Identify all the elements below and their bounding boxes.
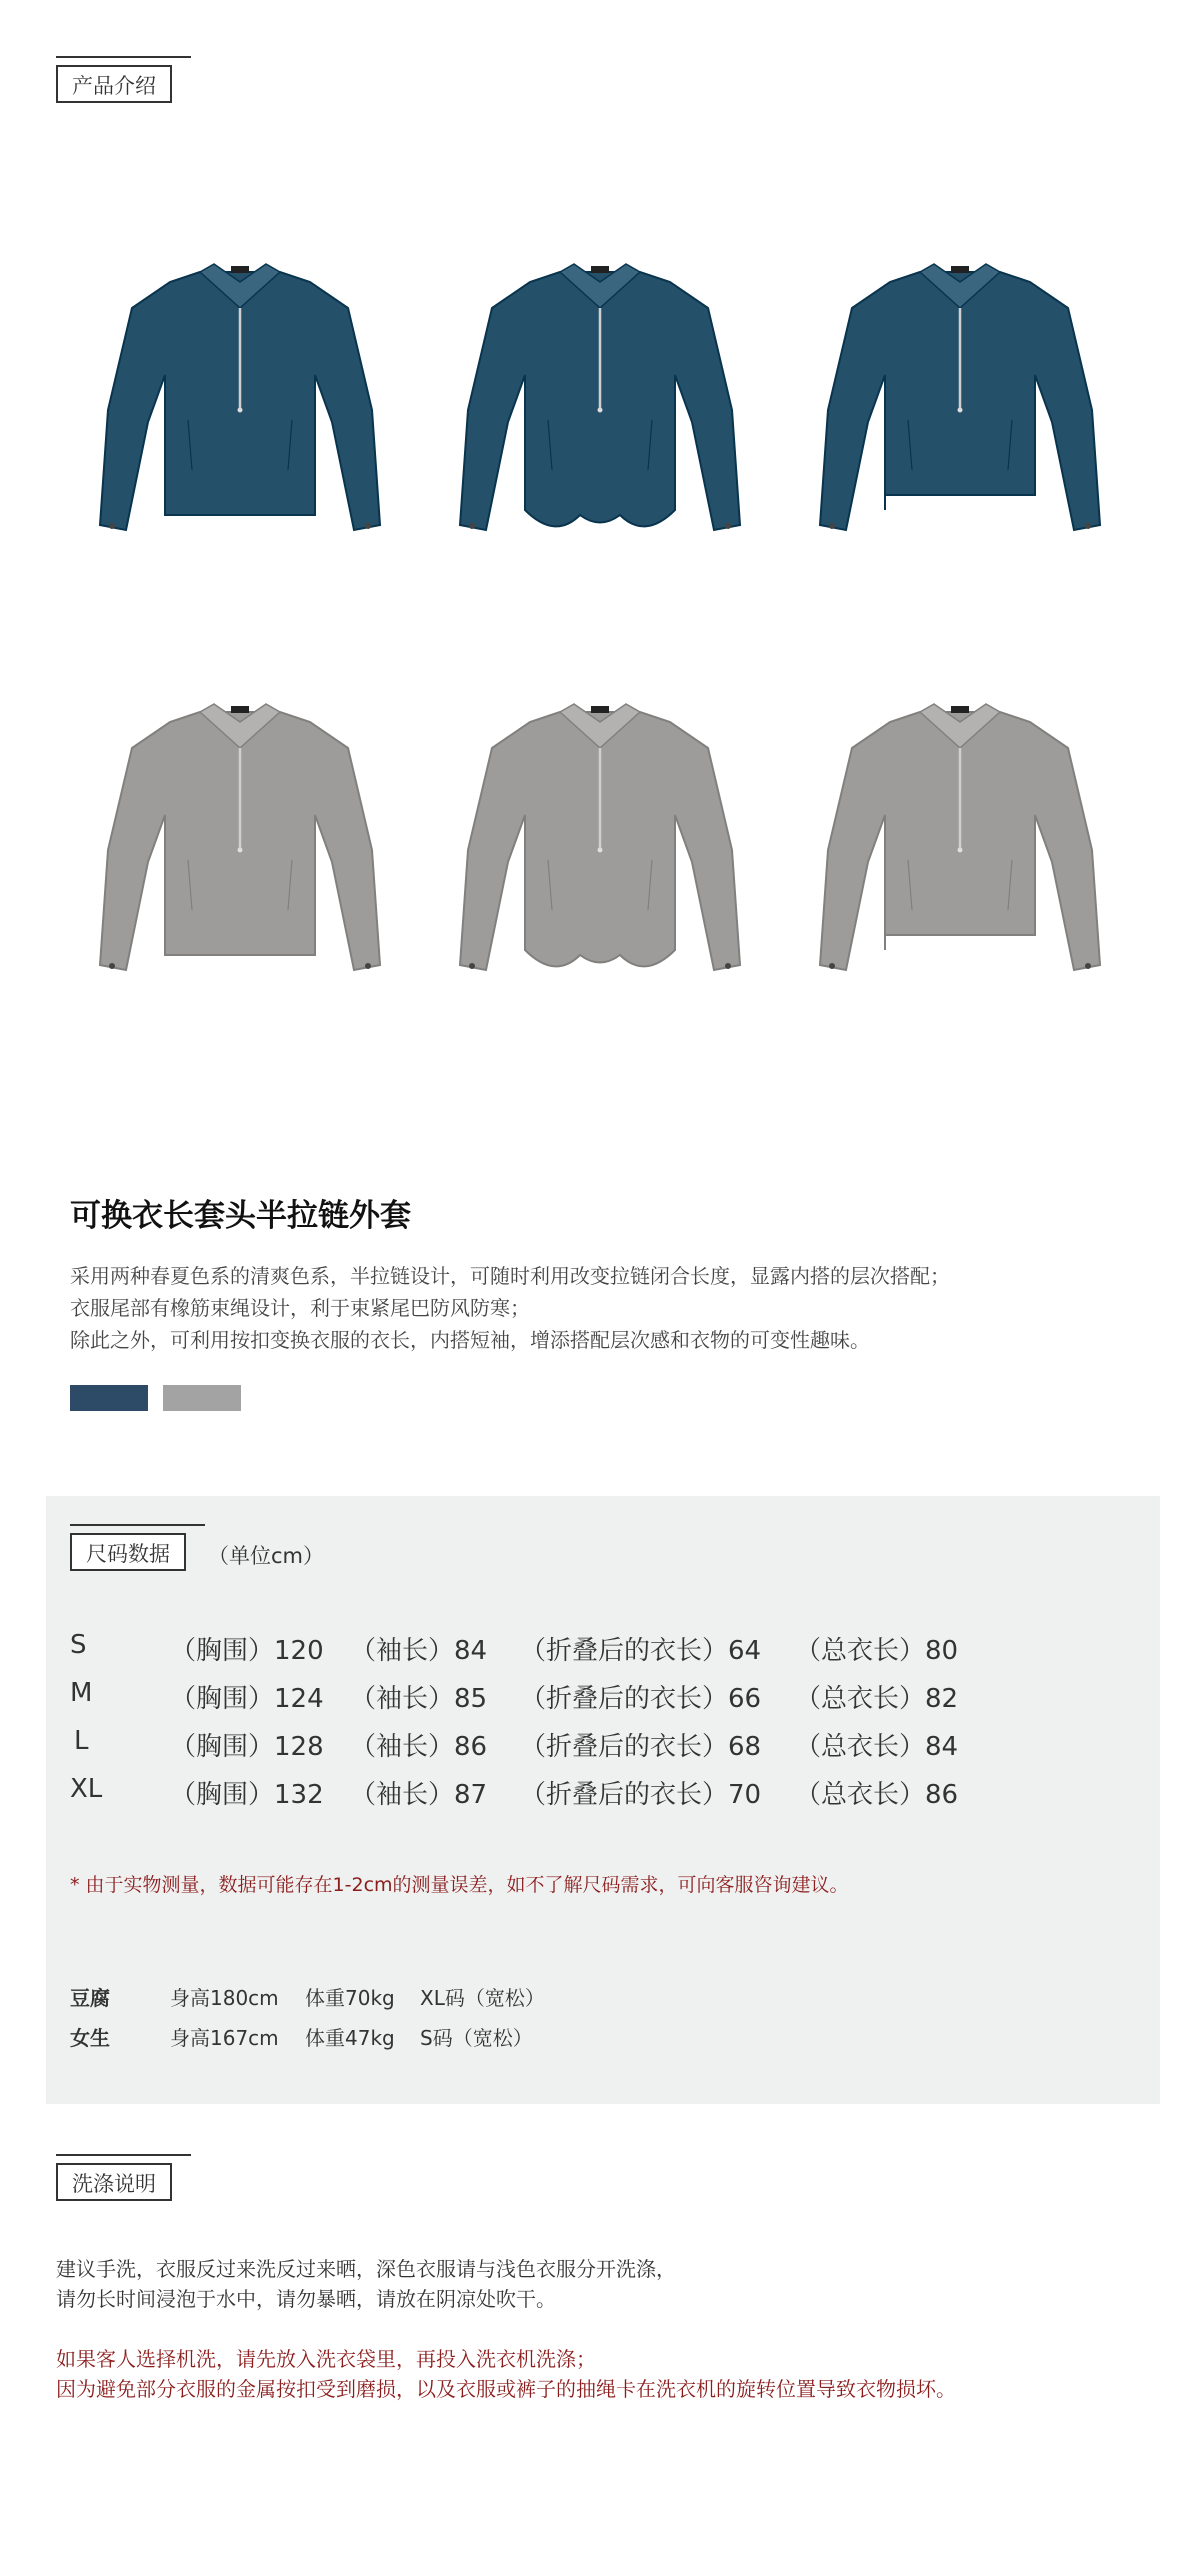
wash-warning-line: 如果客人选择机洗，请先放入洗衣袋里，再投入洗衣机洗涤； [56, 2347, 596, 2371]
size-section-tag: 尺码数据 [70, 1533, 186, 1571]
product-description [70, 1260, 950, 1356]
model-weight: 体重47kg [305, 2026, 395, 2050]
navy-jacket-draped-image [420, 210, 780, 590]
total-length-value: （总衣长）82 [795, 1684, 959, 1714]
wash-line: 建议手洗，衣服反过来洗反过来晒，深色衣服请与浅色衣服分开洗涤， [56, 2257, 676, 2281]
description-line: 除此之外，可利用按扣变换衣服的衣长，内搭短袖，增添搭配层次感和衣物的可变性趣味。 [70, 1328, 870, 1352]
color-swatch-navy[interactable] [70, 1385, 148, 1411]
chest-value: （胸围）128 [170, 1732, 324, 1762]
folded-length-value: （折叠后的衣长）68 [520, 1732, 762, 1762]
sleeve-value: （袖长）87 [350, 1780, 488, 1810]
size-unit-label: （单位cm） [208, 1544, 325, 1568]
model-weight: 体重70kg [305, 1986, 395, 2010]
size-label: M [70, 1678, 93, 1708]
total-length-value: （总衣长）86 [795, 1780, 959, 1810]
model-height: 身高180cm [170, 1986, 279, 2010]
chest-value: （胸围）120 [170, 1636, 324, 1666]
wash-spacer [56, 2314, 956, 2344]
sleeve-value: （袖长）86 [350, 1732, 488, 1762]
size-label: L [74, 1726, 89, 1756]
model-name: 豆腐 [70, 1986, 110, 2010]
product-image-grid [40, 210, 1160, 1030]
model-size: XL码（宽松） [420, 1986, 545, 2010]
model-name: 女生 [70, 2026, 110, 2050]
description-line: 采用两种春夏色系的清爽色系，半拉链设计，可随时利用改变拉链闭合长度，显露内搭的层次搭配； [70, 1264, 950, 1288]
model-height: 身高167cm [170, 2026, 279, 2050]
model-size: S码（宽松） [420, 2026, 533, 2050]
wash-instructions [56, 2254, 956, 2404]
grey-jacket-draped-image [420, 650, 780, 1030]
navy-jacket-front-image [60, 210, 420, 590]
folded-length-value: （折叠后的衣长）66 [520, 1684, 762, 1714]
folded-length-value: （折叠后的衣长）70 [520, 1780, 762, 1810]
wash-tag-bar [56, 2154, 191, 2156]
total-length-value: （总衣长）84 [795, 1732, 959, 1762]
folded-length-value: （折叠后的衣长）64 [520, 1636, 762, 1666]
size-tag-bar [70, 1524, 205, 1526]
sleeve-value: （袖长）85 [350, 1684, 488, 1714]
wash-section-tag: 洗涤说明 [56, 2163, 172, 2201]
color-swatch-grey[interactable] [163, 1385, 241, 1411]
navy-jacket-short-image [780, 210, 1140, 590]
chest-value: （胸围）124 [170, 1684, 324, 1714]
grey-jacket-front-image [60, 650, 420, 1030]
wash-line: 请勿长时间浸泡于水中，请勿暴晒，请放在阴凉处吹干。 [56, 2287, 556, 2311]
intro-section-tag: 产品介绍 [56, 65, 172, 103]
grey-jacket-short-image [780, 650, 1140, 1030]
description-line: 衣服尾部有橡筋束绳设计，利于束紧尾巴防风防寒； [70, 1296, 530, 1320]
wash-warning-line: 因为避免部分衣服的金属按扣受到磨损，以及衣服或裤子的抽绳卡在洗衣机的旋转位置导致衣物损坏。 [56, 2377, 956, 2401]
total-length-value: （总衣长）80 [795, 1636, 959, 1666]
chest-value: （胸围）132 [170, 1780, 324, 1810]
intro-tag-bar [56, 56, 191, 58]
product-title: 可换衣长套头半拉链外套 [70, 1198, 411, 1234]
sleeve-value: （袖长）84 [350, 1636, 488, 1666]
size-measurement-note: * 由于实物测量，数据可能存在1-2cm的测量误差，如不了解尺码需求，可向客服咨询建议。 [70, 1874, 849, 1896]
size-label: XL [70, 1774, 103, 1804]
size-label: S [70, 1630, 87, 1660]
